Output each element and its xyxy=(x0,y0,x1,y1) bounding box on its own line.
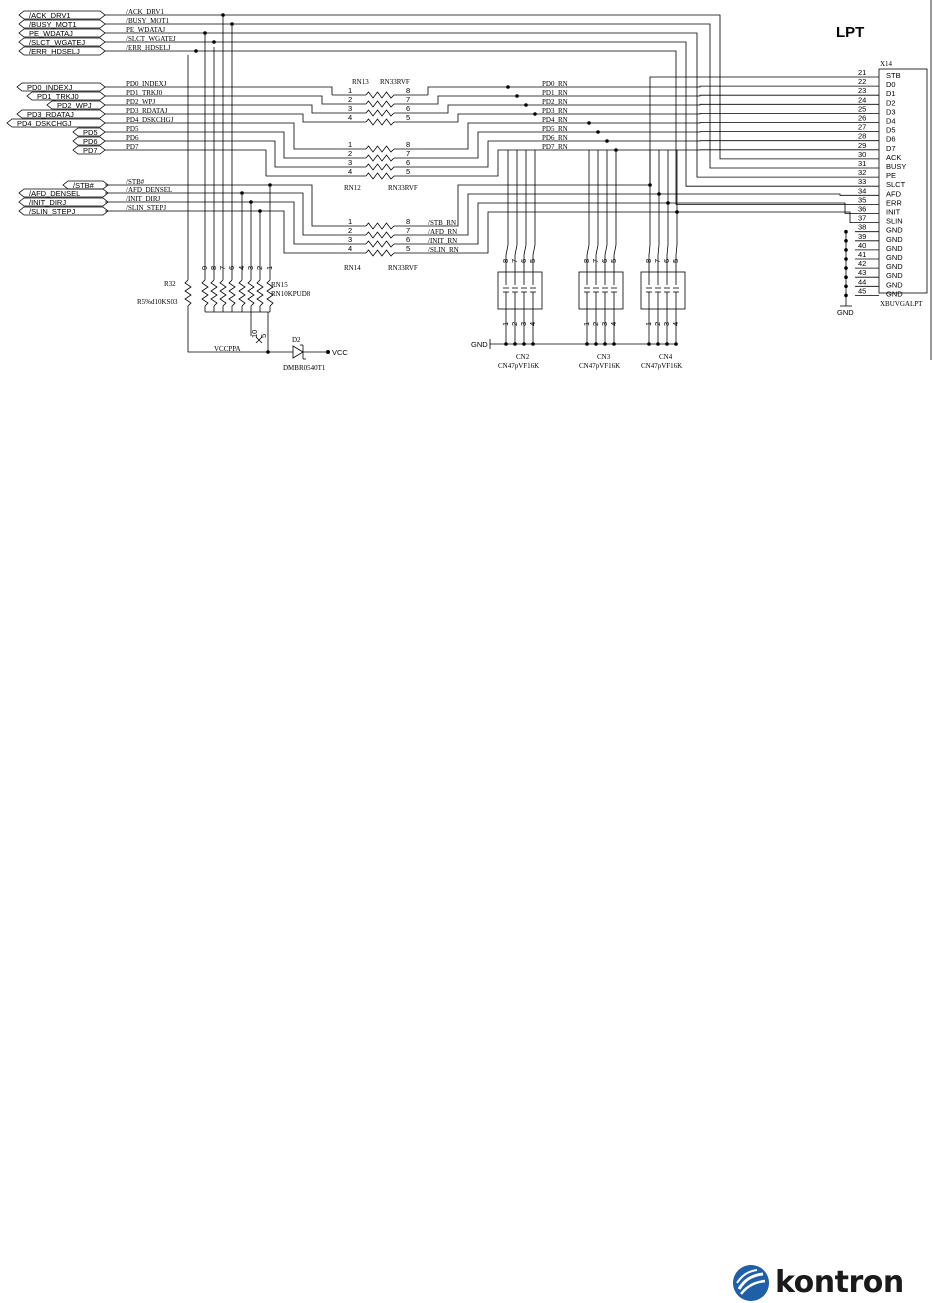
rn13-pin-right: 7 xyxy=(406,95,411,104)
port-label: PD3_RDATAJ xyxy=(27,110,74,119)
cap-pin-bottom: 1 xyxy=(582,321,591,326)
rn15-resistor xyxy=(257,280,263,306)
rn15-ref: RN15 xyxy=(271,281,288,289)
rn13-pin-right: 6 xyxy=(406,104,411,113)
connector-pin-name: GND xyxy=(886,225,903,235)
gnd-label-caps: GND xyxy=(471,340,488,349)
cap-top-wire xyxy=(614,150,616,285)
rn15-resistor xyxy=(239,280,245,306)
data-wire-in xyxy=(105,141,332,167)
rn13-value: RN33RVF xyxy=(380,78,410,86)
gnd-label-connector: GND xyxy=(837,308,854,317)
status-wire xyxy=(105,51,855,204)
cap-array-value: CN47pVF16K xyxy=(579,362,621,370)
port-label: /AFD_DENSEL xyxy=(29,189,81,198)
rn13-pin-right: 5 xyxy=(406,113,411,122)
junction-dot xyxy=(515,94,519,98)
rn13-pin-left: 2 xyxy=(348,95,353,104)
rn13-pin-left: 3 xyxy=(348,104,353,113)
rn13-pin-right: 8 xyxy=(406,86,411,95)
rn14-resistor xyxy=(366,232,394,238)
data-wire-out xyxy=(428,123,855,150)
connector-pin-number: 29 xyxy=(858,140,867,150)
rn15-pin10-label: 10 xyxy=(250,329,259,338)
junction-dot xyxy=(605,139,609,143)
data-wire-out xyxy=(428,113,855,122)
rn15-value: RN10KPUD8 xyxy=(271,290,311,298)
rn15-pin-number: 1 xyxy=(265,265,274,270)
cap-pin-bottom: 4 xyxy=(671,321,680,326)
rn15-resistor xyxy=(220,280,226,306)
cap-pin-top: 7 xyxy=(591,258,600,263)
connector-pin-name: GND xyxy=(886,253,903,262)
rn14-pin-right: 8 xyxy=(406,217,411,226)
junction-dot xyxy=(506,85,510,89)
port-label: /ACK_DRV1 xyxy=(29,11,71,20)
cap-pin-top: 8 xyxy=(501,258,510,263)
connector-pin-number: 44 xyxy=(858,277,867,287)
net-label: /BUSY_MOT1 xyxy=(126,17,170,25)
rn13-resistor xyxy=(366,101,394,107)
cap-top-wire xyxy=(587,150,589,285)
net-label: PD7_RN xyxy=(542,143,568,151)
connector-pin-number: 33 xyxy=(858,177,867,187)
rn12-resistor xyxy=(366,164,394,170)
rn15-pin-number: 6 xyxy=(227,265,236,270)
connector-pin-name: D7 xyxy=(886,143,896,153)
junction-dot xyxy=(844,266,848,270)
net-label: PD7 xyxy=(126,143,139,151)
rn14-resistor xyxy=(366,223,394,229)
connector-pin-name: D1 xyxy=(886,89,896,99)
stb-wire xyxy=(650,77,855,185)
r32-ref: R32 xyxy=(164,280,176,288)
cap-array-ref: CN4 xyxy=(659,353,673,361)
cap-pin-bottom: 3 xyxy=(519,321,528,326)
connector-pin-number: 38 xyxy=(858,222,867,232)
net-label: /STB_RN xyxy=(428,219,457,227)
connector-pin-name: D4 xyxy=(886,116,896,126)
cap-top-wire xyxy=(649,150,650,285)
rn14-pin-right: 7 xyxy=(406,226,411,235)
net-label: /SLIN_RN xyxy=(428,246,459,254)
wire-group xyxy=(105,13,855,354)
rn15-pin5-label: 5 xyxy=(259,333,268,338)
connector-pin-name: D5 xyxy=(886,125,896,135)
data-wire-in xyxy=(105,150,332,176)
net-label: /SLCT_WGATEJ xyxy=(126,35,176,43)
rn13-resistor xyxy=(366,119,394,125)
net-label: PD3_RDATAJ xyxy=(126,107,168,115)
rn12-resistor xyxy=(366,155,394,161)
rn15-pin-number: 8 xyxy=(209,265,218,270)
data-wire-out xyxy=(428,95,855,104)
connector-pin-name: D2 xyxy=(886,98,896,108)
cap-pin-bottom: 2 xyxy=(591,321,600,326)
cap-pin-top: 6 xyxy=(662,258,671,263)
cap-top-wire xyxy=(506,150,508,285)
resistor-array-group xyxy=(348,86,410,256)
net-label: /INIT_DIRJ xyxy=(126,195,161,203)
rn13-ref: RN13 xyxy=(352,78,369,86)
kontron-logo-text: kontron xyxy=(775,1265,904,1300)
net-label: PD5_RN xyxy=(542,125,568,133)
rn12-value: RN33RVF xyxy=(388,184,418,192)
r32-resistor xyxy=(185,280,191,306)
data-wire-in xyxy=(105,123,332,149)
rn15-pin-number: 7 xyxy=(218,265,227,270)
control-wire-out xyxy=(428,203,668,244)
net-label: PD2_WPJ xyxy=(126,98,156,106)
cap-top-wire xyxy=(533,150,535,285)
port-group xyxy=(7,11,108,216)
net-label: /AFD_RN xyxy=(428,228,458,236)
port-label: PD0_INDEXJ xyxy=(27,83,73,92)
connector-pin-name: GND xyxy=(886,271,903,281)
vcc-label: VCC xyxy=(332,348,348,357)
cap-top-wire xyxy=(524,150,526,285)
connector-pin-name: BUSY xyxy=(886,162,907,171)
connector-pin-number: 42 xyxy=(858,259,867,269)
rn14-pin-right: 6 xyxy=(406,235,411,244)
junction-dot xyxy=(844,275,848,279)
junction-dot xyxy=(844,239,848,243)
rn12-pin-left: 2 xyxy=(348,149,353,158)
rn15-pin-number: 3 xyxy=(246,265,255,270)
connector-pin-number: 28 xyxy=(858,131,867,141)
cap-pin-top: 5 xyxy=(528,258,537,263)
rn14-pin-left: 4 xyxy=(348,244,353,253)
rn14-value: RN33RVF xyxy=(388,264,418,272)
junction-dot xyxy=(212,40,216,44)
rn13-pin-left: 4 xyxy=(348,113,353,122)
diode-ref: D2 xyxy=(292,336,301,344)
connector-pin-name: GND xyxy=(886,262,903,272)
cap-pin-top: 7 xyxy=(510,258,519,263)
rn15-pin-number: 4 xyxy=(237,265,246,270)
cap-pin-bottom: 4 xyxy=(528,321,537,326)
kontron-logo xyxy=(733,1263,913,1303)
connector-pin-name: GND xyxy=(886,243,903,253)
net-label: /STB# xyxy=(126,178,145,186)
connector-pin-name: STB xyxy=(886,71,901,80)
connector-pin-number: 27 xyxy=(858,122,867,132)
rn15-resistor xyxy=(229,280,235,306)
kontron-logo-icon xyxy=(733,1265,769,1301)
net-label: /INIT_RN xyxy=(428,237,458,245)
connector-x14 xyxy=(855,60,927,308)
connector-pin-number: 36 xyxy=(858,204,867,214)
connector-pins xyxy=(855,68,906,298)
rn14-resistor xyxy=(366,241,394,247)
port-label: /BUSY_MOT1 xyxy=(29,20,77,29)
connector-pin-name: AFD xyxy=(886,189,901,199)
port-label: PD5 xyxy=(83,128,98,137)
cap-pin-bottom: 2 xyxy=(510,321,519,326)
port-label: PD4_DSKCHGJ xyxy=(17,119,72,128)
junction-dot xyxy=(844,230,848,234)
connector-pin-name: GND xyxy=(886,234,903,244)
rn12-pin-right: 8 xyxy=(406,140,411,149)
cap-array-value: CN47pVF16K xyxy=(498,362,540,370)
cap-pin-top: 5 xyxy=(609,258,618,263)
connector-pin-number: 40 xyxy=(858,240,867,250)
net-label: PD0_INDEXJ xyxy=(126,80,167,88)
connector-part: XBUVGALPT xyxy=(880,300,923,308)
data-wire-out xyxy=(428,86,855,95)
rn14-pin-left: 2 xyxy=(348,226,353,235)
connector-pin-number: 37 xyxy=(858,213,867,223)
cap-array-ref: CN3 xyxy=(597,353,611,361)
connector-pin-name: ERR xyxy=(886,198,902,208)
cap-array-ref: CN2 xyxy=(516,353,530,361)
diode-d2 xyxy=(268,336,348,372)
connector-ref: X14 xyxy=(880,60,893,68)
rn14-pin-right: 5 xyxy=(406,244,411,253)
junction-dot xyxy=(533,112,537,116)
port-label: PD1_TRKJ0 xyxy=(37,92,79,101)
cap-pin-top: 5 xyxy=(671,258,680,263)
port-label: PE_WDATAJ xyxy=(29,29,73,38)
connector-pin-number: 45 xyxy=(858,286,867,296)
cap-pin-bottom: 2 xyxy=(653,321,662,326)
connector-pin-number: 26 xyxy=(858,113,867,123)
cap-pin-bottom: 3 xyxy=(600,321,609,326)
cap-pin-top: 8 xyxy=(582,258,591,263)
net-label: /ACK_DRV1 xyxy=(126,8,164,16)
connector-pin-number: 31 xyxy=(858,159,867,168)
rn12-pin-left: 1 xyxy=(348,140,353,149)
vccppa-net-label: VCCPPA xyxy=(214,345,241,353)
control-wire-in xyxy=(105,211,332,253)
net-label: PD3_RN xyxy=(542,107,568,115)
cap-array-value: CN47pVF16K xyxy=(641,362,683,370)
junction-dot xyxy=(844,257,848,261)
afd-wire xyxy=(659,194,855,195)
cap-pin-top: 8 xyxy=(644,258,653,263)
pullup-network xyxy=(185,266,274,343)
cap-top-wire xyxy=(515,150,517,285)
port-label: PD7 xyxy=(83,146,98,155)
connector-pin-number: 35 xyxy=(858,195,867,205)
data-wire-in xyxy=(105,132,332,158)
control-wire-out xyxy=(428,212,677,253)
cap-top-wire xyxy=(667,150,668,285)
net-label: PE_WDATAJ xyxy=(126,26,166,34)
junction-dot xyxy=(524,103,528,107)
connector-pin-name: GND xyxy=(886,289,903,299)
connector-pin-name: ACK xyxy=(886,152,902,162)
rn15-resistor xyxy=(248,280,254,306)
slin-wire xyxy=(677,212,855,223)
connector-pin-number: 32 xyxy=(858,168,867,178)
rn14-ref: RN14 xyxy=(344,264,361,272)
cap-top-wire xyxy=(605,150,607,285)
rn13-resistor xyxy=(366,110,394,116)
net-label: PD6 xyxy=(126,134,139,142)
data-wire-out xyxy=(428,104,855,113)
cap-pin-bottom: 3 xyxy=(662,321,671,326)
cap-array-body xyxy=(498,272,542,309)
net-label-group xyxy=(126,8,568,254)
data-wire-out xyxy=(428,141,855,167)
net-label: PD1_RN xyxy=(542,89,568,97)
data-wire-out xyxy=(428,132,855,158)
rn12-pin-right: 5 xyxy=(406,167,411,176)
junction-dot xyxy=(844,285,848,289)
rn15-pin-number: 2 xyxy=(255,265,264,270)
junction-dot xyxy=(194,49,198,53)
cap-pin-top: 7 xyxy=(653,258,662,263)
net-label: PD4_RN xyxy=(542,116,568,124)
cap-array-body xyxy=(579,272,623,309)
rn15-pin-number: 9 xyxy=(200,265,209,270)
connector-pin-name: SLCT xyxy=(886,180,906,190)
rn13-resistor xyxy=(366,92,394,98)
r32-value: R5%d10KS03 xyxy=(137,298,178,306)
port-label: /SLIN_STEPJ xyxy=(29,207,76,216)
rn14-pin-left: 3 xyxy=(348,235,353,244)
rn14-resistor xyxy=(366,250,394,256)
control-wire-out xyxy=(428,185,650,226)
rn12-pin-right: 6 xyxy=(406,158,411,167)
connector-pin-name: D6 xyxy=(886,134,896,144)
cap-pin-top: 6 xyxy=(519,258,528,263)
net-label: /AFD_DENSEL xyxy=(126,186,173,194)
net-label: PD5 xyxy=(126,125,139,133)
capacitor-array-group xyxy=(490,259,685,370)
junction-dot xyxy=(587,121,591,125)
cap-pin-bottom: 4 xyxy=(609,321,618,326)
port-label: PD2_WPJ xyxy=(57,101,92,110)
connector-pin-name: INIT xyxy=(886,207,901,217)
rn15-resistor xyxy=(202,280,208,306)
connector-pin-name: SLIN xyxy=(886,216,903,226)
net-label: PD4_DSKCHGJ xyxy=(126,116,174,124)
vcc-terminal xyxy=(326,350,330,354)
rn12-resistor xyxy=(366,173,394,179)
port-label: /STB# xyxy=(73,181,94,190)
net-label: PD2_RN xyxy=(542,98,568,106)
rn12-pin-left: 3 xyxy=(348,158,353,167)
sheet-title: LPT xyxy=(836,24,865,41)
rn12-pin-right: 7 xyxy=(406,149,411,158)
rn15-resistor xyxy=(211,280,217,306)
rn12-ref: RN12 xyxy=(344,184,361,192)
port-label: /INIT_DIRJ xyxy=(29,198,67,207)
rn12-resistor xyxy=(366,146,394,152)
junction-dot xyxy=(596,130,600,134)
connector-pin-name: GND xyxy=(886,280,903,290)
connector-pin-number: 23 xyxy=(858,86,867,96)
junction-dot xyxy=(844,248,848,252)
net-label: /SLIN_STEPJ xyxy=(126,204,167,212)
port-label: /SLCT_WGATEJ xyxy=(29,38,86,47)
connector-pin-number: 34 xyxy=(858,186,867,196)
net-label: PD1_TRKJ0 xyxy=(126,89,163,97)
connector-pin-number: 39 xyxy=(858,231,867,241)
cap-top-wire xyxy=(658,150,659,285)
connector-pin-number: 30 xyxy=(858,149,867,159)
connector-pin-number: 43 xyxy=(858,268,867,278)
cap-array-body xyxy=(641,272,685,309)
connector-pin-number: 21 xyxy=(858,68,867,77)
diode-part: DMBR0540T1 xyxy=(283,364,326,372)
port-label: /ERR_HDSELJ xyxy=(29,47,80,56)
connector-pin-number: 41 xyxy=(858,250,867,259)
connector-pin-number: 25 xyxy=(858,104,867,114)
net-label: PD6_RN xyxy=(542,134,568,142)
cap-pin-bottom: 1 xyxy=(501,321,510,326)
connector-pin-name: PE xyxy=(886,171,897,181)
cap-pin-bottom: 1 xyxy=(644,321,653,326)
cap-pin-top: 6 xyxy=(600,258,609,263)
rn12-pin-left: 4 xyxy=(348,167,353,176)
control-wire-out xyxy=(428,194,659,235)
cap-top-wire xyxy=(596,150,598,285)
connector-pin-name: D0 xyxy=(886,80,896,90)
connector-pin-name: D3 xyxy=(886,107,896,117)
net-label: PD0_RN xyxy=(542,80,568,88)
net-label: /ERR_HDSELJ xyxy=(126,44,171,52)
port-label: PD6 xyxy=(83,137,98,146)
rn14-pin-left: 1 xyxy=(348,217,353,226)
connector-pin-number: 24 xyxy=(858,95,867,105)
data-wire-out xyxy=(428,150,855,176)
rn13-pin-left: 1 xyxy=(348,86,353,95)
connector-pin-number: 22 xyxy=(858,77,867,87)
